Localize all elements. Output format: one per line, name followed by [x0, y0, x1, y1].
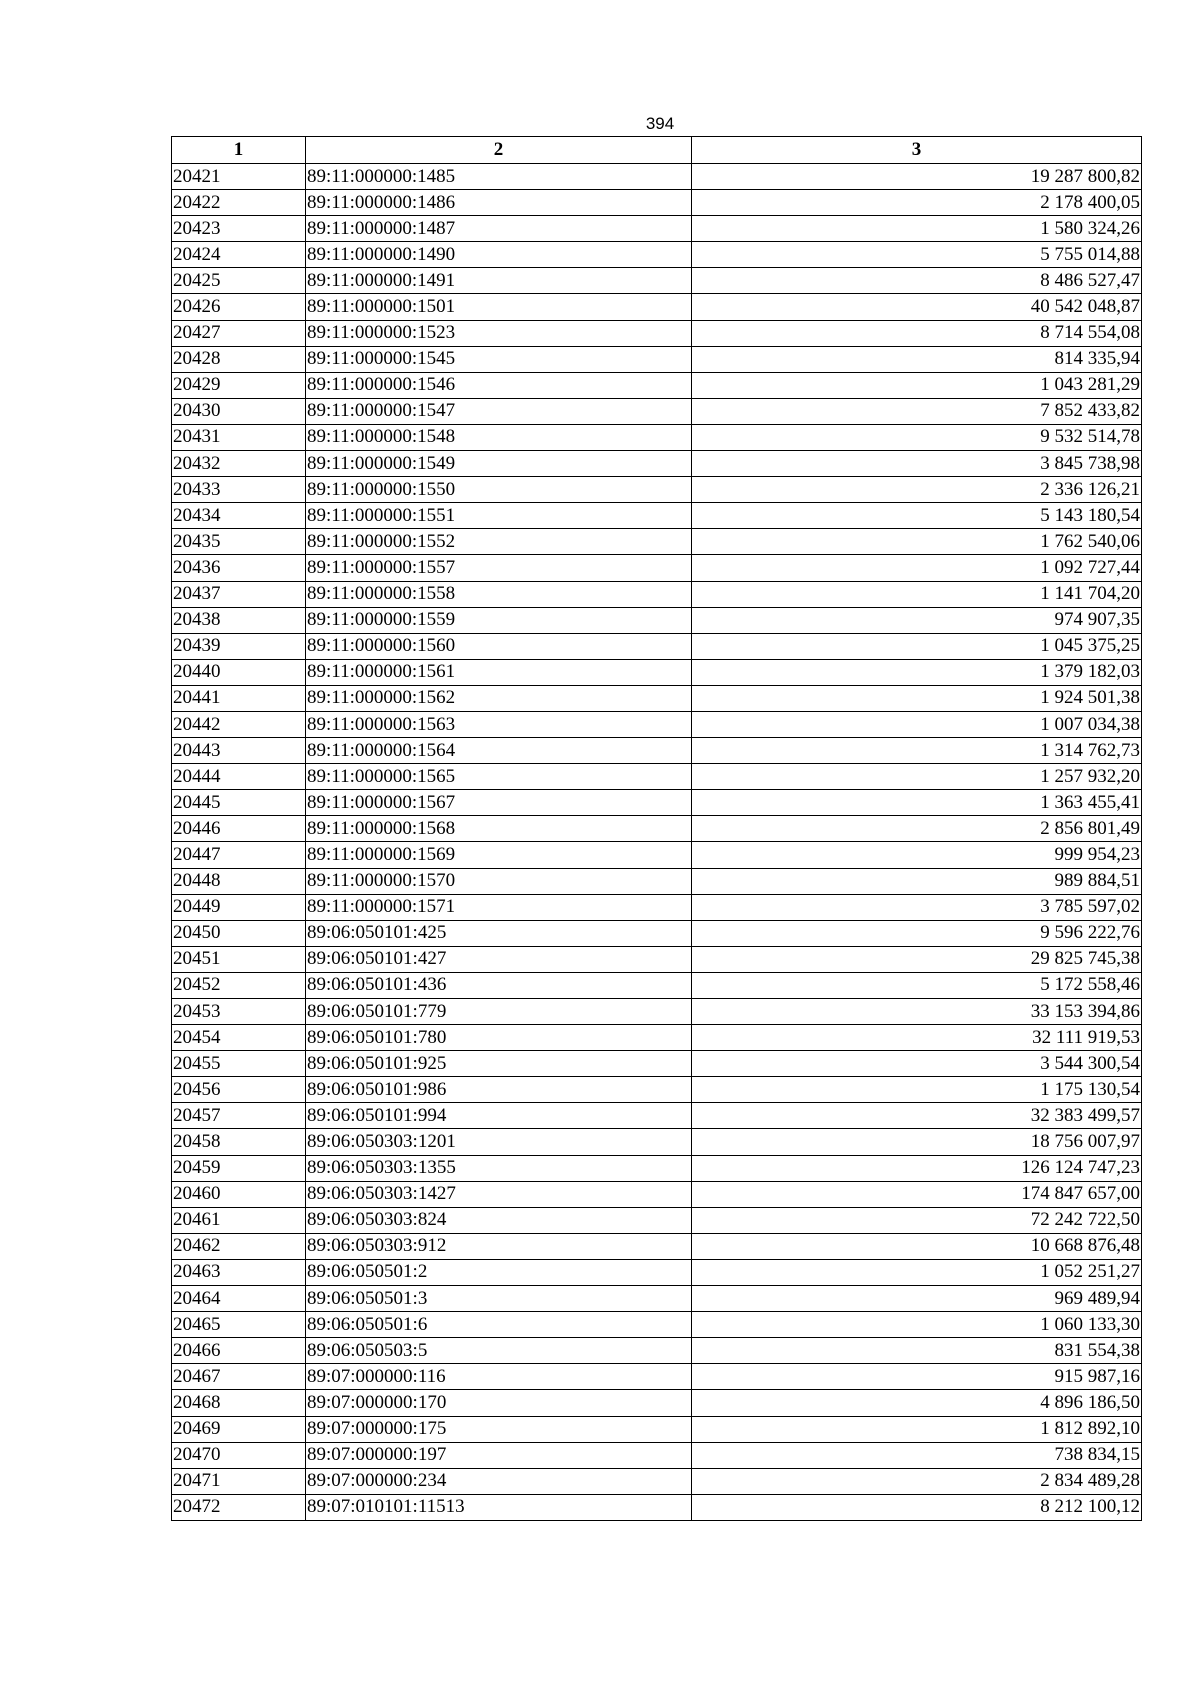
- cadastral-number-cell: 89:07:000000:116: [306, 1364, 692, 1390]
- cadastral-number-cell: 89:07:000000:170: [306, 1390, 692, 1416]
- table-row: [172, 1442, 1142, 1468]
- cadastral-number-cell: 89:07:010101:11513: [306, 1494, 692, 1520]
- table-row: [172, 920, 1142, 946]
- row-number-cell: 20425: [172, 268, 306, 294]
- row-number-cell: 20435: [172, 529, 306, 555]
- row-number-cell: 20454: [172, 1025, 306, 1051]
- cadastral-number-cell: 89:11:000000:1546: [306, 372, 692, 398]
- value-cell: 1 092 727,44: [692, 555, 1142, 581]
- row-number-cell: 20461: [172, 1207, 306, 1233]
- row-number-cell: 20468: [172, 1390, 306, 1416]
- value-cell: 1 007 034,38: [692, 711, 1142, 737]
- cadastral-number-cell: 89:11:000000:1551: [306, 503, 692, 529]
- table-row: [172, 1390, 1142, 1416]
- value-cell: 1 379 182,03: [692, 659, 1142, 685]
- cadastral-number-cell: 89:11:000000:1557: [306, 555, 692, 581]
- table-row: [172, 1233, 1142, 1259]
- table-row: [172, 1025, 1142, 1051]
- cadastral-number-cell: 89:11:000000:1491: [306, 268, 692, 294]
- value-cell: 3 845 738,98: [692, 451, 1142, 477]
- row-number-cell: 20442: [172, 711, 306, 737]
- cadastral-number-cell: 89:06:050303:824: [306, 1207, 692, 1233]
- value-cell: 8 486 527,47: [692, 268, 1142, 294]
- table-row: [172, 320, 1142, 346]
- cadastral-number-cell: 89:11:000000:1567: [306, 790, 692, 816]
- table-row: [172, 711, 1142, 737]
- cadastral-number-cell: 89:06:050501:2: [306, 1259, 692, 1285]
- value-cell: 1 045 375,25: [692, 633, 1142, 659]
- value-cell: 1 363 455,41: [692, 790, 1142, 816]
- value-cell: 969 489,94: [692, 1286, 1142, 1312]
- value-cell: 2 834 489,28: [692, 1468, 1142, 1494]
- value-cell: 1 812 892,10: [692, 1416, 1142, 1442]
- row-number-cell: 20447: [172, 842, 306, 868]
- cadastral-number-cell: 89:11:000000:1569: [306, 842, 692, 868]
- row-number-cell: 20427: [172, 320, 306, 346]
- cadastral-number-cell: 89:11:000000:1563: [306, 711, 692, 737]
- row-number-cell: 20426: [172, 294, 306, 320]
- table-row: [172, 1051, 1142, 1077]
- row-number-cell: 20455: [172, 1051, 306, 1077]
- row-number-cell: 20439: [172, 633, 306, 659]
- table-body: [172, 164, 1142, 1521]
- table-row: [172, 1338, 1142, 1364]
- row-number-cell: 20464: [172, 1286, 306, 1312]
- row-number-cell: 20423: [172, 216, 306, 242]
- value-cell: 999 954,23: [692, 842, 1142, 868]
- table-row: [172, 946, 1142, 972]
- value-cell: 174 847 657,00: [692, 1181, 1142, 1207]
- table-row: [172, 190, 1142, 216]
- value-cell: 1 580 324,26: [692, 216, 1142, 242]
- table-row: [172, 894, 1142, 920]
- value-cell: 3 785 597,02: [692, 894, 1142, 920]
- value-cell: 1 052 251,27: [692, 1259, 1142, 1285]
- value-cell: 738 834,15: [692, 1442, 1142, 1468]
- row-number-cell: 20421: [172, 164, 306, 190]
- cadastral-number-cell: 89:11:000000:1501: [306, 294, 692, 320]
- table-row: [172, 1286, 1142, 1312]
- row-number-cell: 20445: [172, 790, 306, 816]
- row-number-cell: 20462: [172, 1233, 306, 1259]
- row-number-cell: 20460: [172, 1181, 306, 1207]
- table-row: [172, 1494, 1142, 1520]
- cadastral-number-cell: 89:11:000000:1545: [306, 346, 692, 372]
- table-row: [172, 764, 1142, 790]
- cadastral-number-cell: 89:07:000000:175: [306, 1416, 692, 1442]
- cadastral-number-cell: 89:06:050101:436: [306, 972, 692, 998]
- row-number-cell: 20466: [172, 1338, 306, 1364]
- page-number: 394: [645, 114, 675, 133]
- cadastral-number-cell: 89:11:000000:1562: [306, 685, 692, 711]
- row-number-cell: 20457: [172, 1103, 306, 1129]
- table-row: [172, 607, 1142, 633]
- cadastral-number-cell: 89:06:050101:427: [306, 946, 692, 972]
- table-row: [172, 268, 1142, 294]
- value-cell: 7 852 433,82: [692, 398, 1142, 424]
- value-cell: 1 141 704,20: [692, 581, 1142, 607]
- row-number-cell: 20432: [172, 451, 306, 477]
- row-number-cell: 20459: [172, 1155, 306, 1181]
- row-number-cell: 20441: [172, 685, 306, 711]
- cadastral-number-cell: 89:11:000000:1561: [306, 659, 692, 685]
- cadastral-number-cell: 89:11:000000:1547: [306, 398, 692, 424]
- cadastral-number-cell: 89:07:000000:234: [306, 1468, 692, 1494]
- row-number-cell: 20422: [172, 190, 306, 216]
- value-cell: 1 762 540,06: [692, 529, 1142, 555]
- cadastral-number-cell: 89:11:000000:1485: [306, 164, 692, 190]
- row-number-cell: 20443: [172, 738, 306, 764]
- table-row: [172, 1155, 1142, 1181]
- table-row: [172, 477, 1142, 503]
- value-cell: 32 383 499,57: [692, 1103, 1142, 1129]
- value-cell: 1 175 130,54: [692, 1077, 1142, 1103]
- row-number-cell: 20463: [172, 1259, 306, 1285]
- cadastral-number-cell: 89:06:050101:425: [306, 920, 692, 946]
- value-cell: 1 257 932,20: [692, 764, 1142, 790]
- cadastral-number-cell: 89:06:050101:780: [306, 1025, 692, 1051]
- cadastral-number-cell: 89:11:000000:1490: [306, 242, 692, 268]
- row-number-cell: 20440: [172, 659, 306, 685]
- value-cell: 974 907,35: [692, 607, 1142, 633]
- cadastral-number-cell: 89:06:050101:986: [306, 1077, 692, 1103]
- table-row: [172, 1468, 1142, 1494]
- value-cell: 33 153 394,86: [692, 999, 1142, 1025]
- table-row: [172, 216, 1142, 242]
- table-row: [172, 1416, 1142, 1442]
- row-number-cell: 20453: [172, 999, 306, 1025]
- cadastral-number-cell: 89:11:000000:1568: [306, 816, 692, 842]
- cadastral-number-cell: 89:11:000000:1549: [306, 451, 692, 477]
- row-number-cell: 20467: [172, 1364, 306, 1390]
- table-row: [172, 868, 1142, 894]
- cadastral-number-cell: 89:06:050101:994: [306, 1103, 692, 1129]
- row-number-cell: 20450: [172, 920, 306, 946]
- table-row: [172, 842, 1142, 868]
- row-number-cell: 20469: [172, 1416, 306, 1442]
- table-row: [172, 790, 1142, 816]
- cadastral-number-cell: 89:11:000000:1559: [306, 607, 692, 633]
- value-cell: 72 242 722,50: [692, 1207, 1142, 1233]
- value-cell: 19 287 800,82: [692, 164, 1142, 190]
- cadastral-number-cell: 89:06:050101:779: [306, 999, 692, 1025]
- table-row: [172, 659, 1142, 685]
- cadastral-number-cell: 89:06:050303:1427: [306, 1181, 692, 1207]
- row-number-cell: 20444: [172, 764, 306, 790]
- value-cell: 29 825 745,38: [692, 946, 1142, 972]
- value-cell: 5 755 014,88: [692, 242, 1142, 268]
- row-number-cell: 20470: [172, 1442, 306, 1468]
- value-cell: 1 043 281,29: [692, 372, 1142, 398]
- table-row: [172, 503, 1142, 529]
- row-number-cell: 20430: [172, 398, 306, 424]
- row-number-cell: 20449: [172, 894, 306, 920]
- row-number-cell: 20433: [172, 477, 306, 503]
- value-cell: 8 212 100,12: [692, 1494, 1142, 1520]
- value-cell: 5 143 180,54: [692, 503, 1142, 529]
- table-row: [172, 398, 1142, 424]
- value-cell: 5 172 558,46: [692, 972, 1142, 998]
- value-cell: 40 542 048,87: [692, 294, 1142, 320]
- row-number-cell: 20456: [172, 1077, 306, 1103]
- row-number-cell: 20451: [172, 946, 306, 972]
- table-row: [172, 816, 1142, 842]
- value-cell: 8 714 554,08: [692, 320, 1142, 346]
- table-row: [172, 1364, 1142, 1390]
- value-cell: 1 060 133,30: [692, 1312, 1142, 1338]
- cadastral-number-cell: 89:11:000000:1552: [306, 529, 692, 555]
- value-cell: 126 124 747,23: [692, 1155, 1142, 1181]
- table-row: [172, 294, 1142, 320]
- value-cell: 831 554,38: [692, 1338, 1142, 1364]
- cadastral-number-cell: 89:11:000000:1565: [306, 764, 692, 790]
- table-row: [172, 164, 1142, 190]
- value-cell: 2 856 801,49: [692, 816, 1142, 842]
- value-cell: 10 668 876,48: [692, 1233, 1142, 1259]
- table-row: [172, 555, 1142, 581]
- value-cell: 1 924 501,38: [692, 685, 1142, 711]
- row-number-cell: 20465: [172, 1312, 306, 1338]
- table-row: [172, 999, 1142, 1025]
- table-row: [172, 529, 1142, 555]
- row-number-cell: 20437: [172, 581, 306, 607]
- value-cell: 32 111 919,53: [692, 1025, 1142, 1051]
- cadastral-number-cell: 89:11:000000:1487: [306, 216, 692, 242]
- row-number-cell: 20458: [172, 1129, 306, 1155]
- cadastral-number-cell: 89:06:050101:925: [306, 1051, 692, 1077]
- row-number-cell: 20429: [172, 372, 306, 398]
- row-number-cell: 20436: [172, 555, 306, 581]
- row-number-cell: 20424: [172, 242, 306, 268]
- value-cell: 4 896 186,50: [692, 1390, 1142, 1416]
- table-row: [172, 451, 1142, 477]
- table-header-row: [172, 137, 1142, 164]
- cadastral-number-cell: 89:06:050303:1201: [306, 1129, 692, 1155]
- cadastral-number-cell: 89:06:050501:6: [306, 1312, 692, 1338]
- table-row: [172, 685, 1142, 711]
- column-header-3: 3: [692, 137, 1142, 164]
- cadastral-number-cell: 89:07:000000:197: [306, 1442, 692, 1468]
- column-header-1: 1: [172, 137, 306, 164]
- table-row: [172, 1129, 1142, 1155]
- cadastral-number-cell: 89:11:000000:1570: [306, 868, 692, 894]
- table-row: [172, 1207, 1142, 1233]
- table-row: [172, 242, 1142, 268]
- value-cell: 1 314 762,73: [692, 738, 1142, 764]
- table-row: [172, 1103, 1142, 1129]
- table-row: [172, 424, 1142, 450]
- row-number-cell: 20428: [172, 346, 306, 372]
- cadastral-number-cell: 89:11:000000:1560: [306, 633, 692, 659]
- value-cell: 18 756 007,97: [692, 1129, 1142, 1155]
- value-cell: 814 335,94: [692, 346, 1142, 372]
- column-header-2: 2: [306, 137, 692, 164]
- table-row: [172, 1077, 1142, 1103]
- row-number-cell: 20472: [172, 1494, 306, 1520]
- row-number-cell: 20446: [172, 816, 306, 842]
- value-cell: 9 532 514,78: [692, 424, 1142, 450]
- table-row: [172, 738, 1142, 764]
- cadastral-number-cell: 89:11:000000:1486: [306, 190, 692, 216]
- cadastral-number-cell: 89:06:050503:5: [306, 1338, 692, 1364]
- cadastral-number-cell: 89:11:000000:1548: [306, 424, 692, 450]
- cadastral-number-cell: 89:06:050303:912: [306, 1233, 692, 1259]
- table-row: [172, 581, 1142, 607]
- data-table: [171, 136, 1142, 1521]
- row-number-cell: 20448: [172, 868, 306, 894]
- cadastral-number-cell: 89:06:050501:3: [306, 1286, 692, 1312]
- value-cell: 2 178 400,05: [692, 190, 1142, 216]
- row-number-cell: 20471: [172, 1468, 306, 1494]
- value-cell: 9 596 222,76: [692, 920, 1142, 946]
- table-row: [172, 972, 1142, 998]
- row-number-cell: 20431: [172, 424, 306, 450]
- table-row: [172, 633, 1142, 659]
- value-cell: 3 544 300,54: [692, 1051, 1142, 1077]
- cadastral-number-cell: 89:11:000000:1558: [306, 581, 692, 607]
- cadastral-number-cell: 89:11:000000:1523: [306, 320, 692, 346]
- cadastral-number-cell: 89:11:000000:1571: [306, 894, 692, 920]
- table-row: [172, 1259, 1142, 1285]
- value-cell: 915 987,16: [692, 1364, 1142, 1390]
- table-row: [172, 1312, 1142, 1338]
- value-cell: 989 884,51: [692, 868, 1142, 894]
- cadastral-number-cell: 89:06:050303:1355: [306, 1155, 692, 1181]
- row-number-cell: 20452: [172, 972, 306, 998]
- table-row: [172, 346, 1142, 372]
- cadastral-number-cell: 89:11:000000:1564: [306, 738, 692, 764]
- cadastral-number-cell: 89:11:000000:1550: [306, 477, 692, 503]
- table-row: [172, 372, 1142, 398]
- row-number-cell: 20434: [172, 503, 306, 529]
- row-number-cell: 20438: [172, 607, 306, 633]
- table-row: [172, 1181, 1142, 1207]
- value-cell: 2 336 126,21: [692, 477, 1142, 503]
